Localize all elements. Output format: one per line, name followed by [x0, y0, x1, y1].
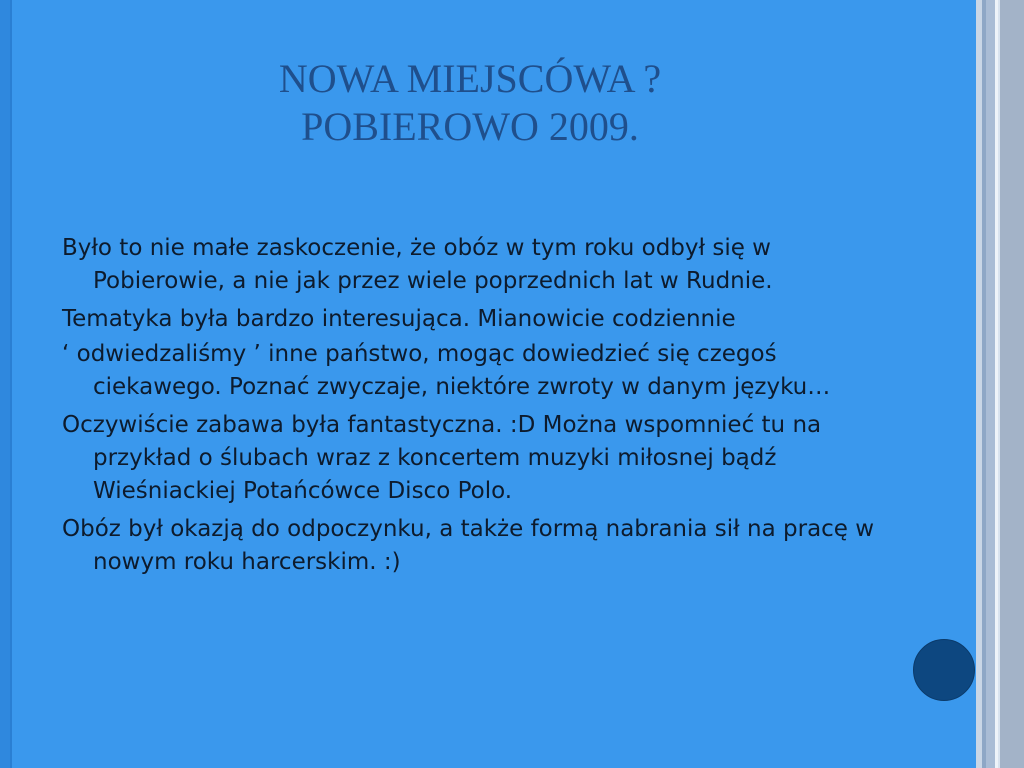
paragraph: Obóz był okazją do odpoczynku, a także formą nabrania sił na pracę w nowym roku harcerskim. :) [62, 516, 875, 575]
paragraph: Tematyka była bardzo interesująca. Mianowicie codziennie [62, 306, 736, 332]
slide-title [0, 55, 940, 151]
slide-body [62, 232, 892, 584]
right-decor-stripe [986, 0, 995, 768]
decorative-circle [913, 639, 975, 701]
title-line-2: POBIEROWO 2009. [301, 104, 639, 149]
paragraph: Było to nie małe zaskoczenie, że obóz w tym roku odbył się w Pobierowie, a nie jak przez wiele poprzednich lat w Rudnie. [62, 235, 773, 294]
paragraph: ‘ odwiedzaliśmy ’ inne państwo, mogąc dowiedzieć się czegoś ciekawego. Poznać zwyczaje, niektóre zwroty w danym języku… [62, 341, 831, 400]
right-decor-bar [998, 0, 1024, 768]
title-line-1: NOWA MIEJSCÓWA ? [278, 56, 662, 101]
paragraph: Oczywiście zabawa była fantastyczna. :D Można wspomnieć tu na przykład o ślubach wraz z koncertem muzyki miłosnej bądź Wieśniackiej Potańcówce Disco Polo. [62, 412, 822, 504]
